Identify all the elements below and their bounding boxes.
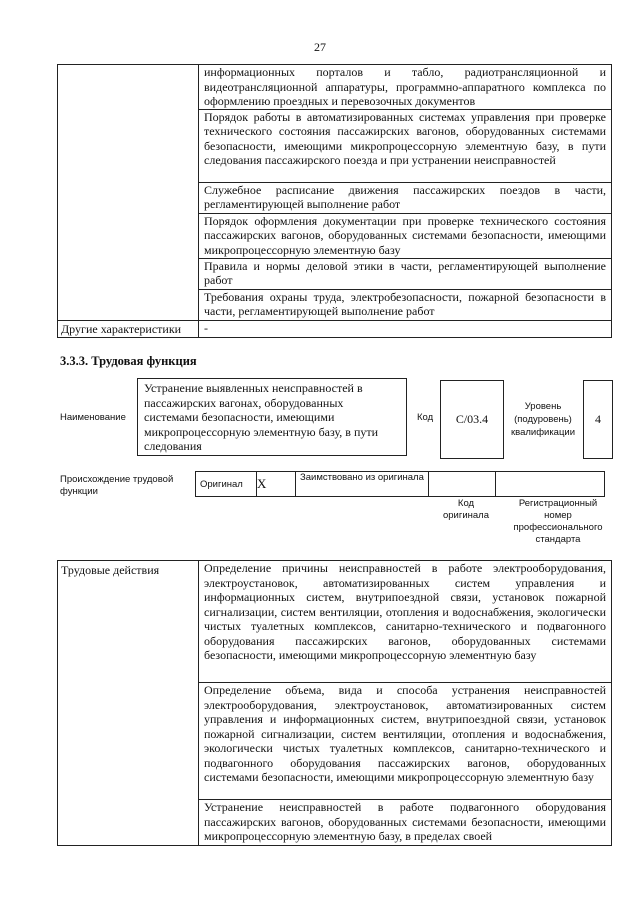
labor-actions-label: Трудовые действия	[58, 561, 199, 846]
table-cell: Устранение неисправностей в работе подвагонного оборудования пассажирских вагонов, оборудованных системами безопасности, имеющими микропроцессорную элементную базу, в пределах своей	[199, 800, 612, 846]
other-characteristics-value: -	[199, 320, 612, 338]
table-cell: Служебное расписание движения пассажирских поездов в части, регламентирующей выполнение работ	[199, 182, 612, 213]
table-cell: информационных порталов и табло, радиотрансляционной и видеотрансляционной аппаратуры, программно-аппаратного комплекса по оформлению проездных и перевозочных документов	[199, 65, 612, 110]
original-mark: X	[257, 472, 296, 497]
table-cell: Определение объема, вида и способа устранения неисправностей электрооборудования, электроустановок, автоматизированных систем управления и информационных систем, внутрипоездной связи, установок пожарной сигнализации, систем вентиляции, отопления и водоснабжения, экологически чистых туалетных комплексов, санитарно-технического и подвагонного оборудования пассажирских вагонов, оборудованных системами безопасности, имеющими микропроцессорную элементную базу	[199, 683, 612, 800]
table-row	[58, 320, 612, 338]
registration-number-cell	[496, 472, 605, 497]
function-code: С/03.4	[440, 380, 504, 459]
table-cell: Определение причины неисправностей в работе электрооборудования, электроустановок, автоматизированных систем управления и информационных систем, внутрипоездной связи, установок пожарной сигнализации, систем вентиляции, отопления и водоснабжения, экологически чистых туалетных комплексов, санитарно-технического и подвагонного оборудования пассажирских вагонов, оборудованных системами безопасности, имеющими микропроцессорную элементную базу	[199, 561, 612, 683]
code-label: Код	[417, 412, 434, 423]
original-label: Оригинал	[196, 472, 257, 497]
origin-table	[195, 471, 605, 497]
knowledge-table	[57, 64, 612, 338]
origin-code-cell	[429, 472, 496, 497]
page-number: 27	[314, 40, 326, 54]
table-cell: Порядок оформления документации при проверке технического состояния пассажирских вагонов, оборудованных системами безопасности, имеющими микропроцессорную элементную базу	[199, 213, 612, 258]
qualification-level: 4	[583, 380, 613, 459]
table-cell: Требования охраны труда, электробезопасности, пожарной безопасности в части, регламентирующей выполнение работ	[199, 289, 612, 320]
registration-caption: Регистрационный номер профессионального стандарта	[513, 498, 603, 545]
function-name: Устранение выявленных неисправностей в пассажирских вагонах, оборудованных системами безопасности, имеющими микропроцессорную элементную базу, в пути следования	[137, 378, 407, 456]
table-cell: Правила и нормы деловой этики в части, регламентирующей выполнение работ	[199, 258, 612, 289]
table-row	[58, 561, 612, 683]
origin-label: Происхождение трудовой функции	[60, 474, 174, 497]
table-label-cell	[58, 65, 199, 321]
labor-actions-table	[57, 560, 612, 846]
origin-code-caption: Код оригинала	[442, 498, 489, 521]
level-label: Уровень (подуровень) квалификации	[510, 401, 576, 438]
borrowed-label: Заимствовано из оригинала	[296, 472, 429, 497]
table-row	[58, 65, 612, 110]
name-label: Наименование	[60, 412, 126, 423]
table-cell: Порядок работы в автоматизированных системах управления при проверке технического состояния пассажирских вагонов, оборудованных системами безопасности, имеющими микропроцессорную элементную базу, в пути следования пассажирского поезда и при устранении неисправностей	[199, 109, 612, 182]
other-characteristics-label: Другие характеристики	[58, 320, 199, 338]
section-title: 3.3.3. Трудовая функция	[60, 354, 197, 368]
